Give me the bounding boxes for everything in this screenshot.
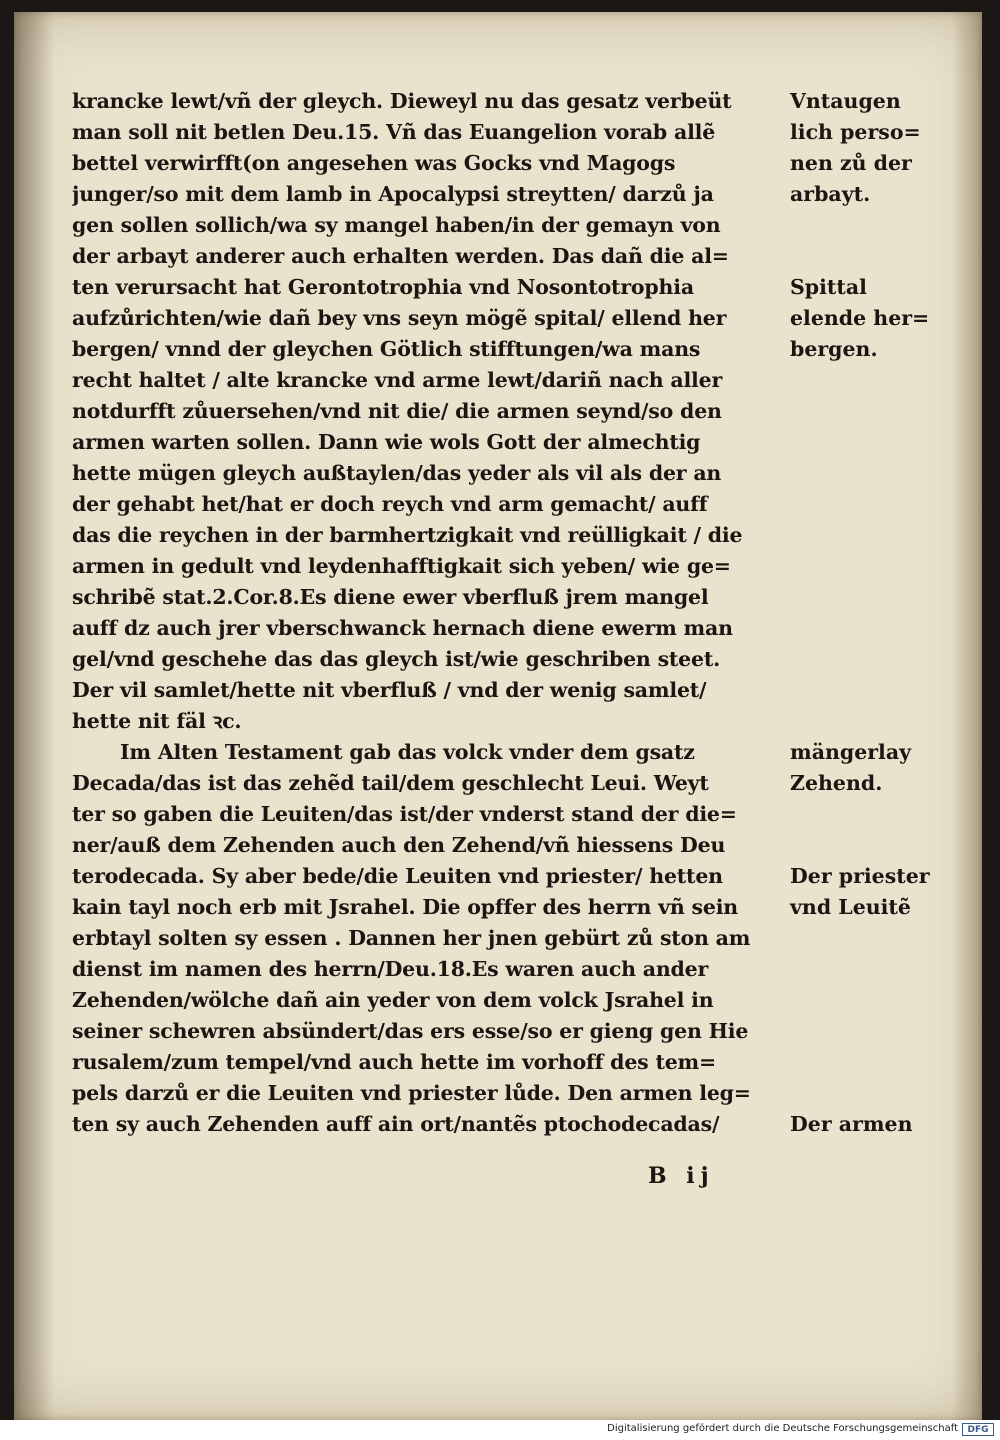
text-line: Im Alten Testament gab das volck vnder dem gsatz	[120, 740, 695, 764]
signature-mark: B ij	[648, 1163, 715, 1189]
funding-credit: Digitalisierung gefördert durch die Deutsche Forschungsgemeinschaft	[607, 1423, 958, 1434]
text-line: aufzůrichten/wie dañ bey vns seyn mögẽ spital/ ellend her	[72, 306, 727, 330]
text-line: der gehabt het/hat er doch reych vnd arm gemacht/ auff	[72, 492, 708, 516]
margin-note: Zehend.	[790, 771, 883, 795]
text-line: ten sy auch Zehenden auff ain ort/nantẽs ptochodecadas/	[72, 1112, 720, 1136]
text-line: gen sollen sollich/wa sy mangel haben/in der gemayn von	[72, 213, 721, 237]
margin-note: Der priester	[790, 864, 930, 888]
text-line: ter so gaben die Leuiten/das ist/der vnderst stand der die=	[72, 802, 737, 826]
margin-note: nen zů der	[790, 151, 912, 175]
text-line: dienst im namen des herrn/Deu.18.Es waren auch ander	[72, 957, 709, 981]
margin-note: Der armen	[790, 1112, 913, 1136]
main-text-block	[72, 86, 772, 1140]
text-line: recht haltet / alte krancke vnd arme lewt/dariñ nach aller	[72, 368, 723, 392]
margin-note: Vntaugen	[790, 89, 901, 113]
margin-note: Spittal	[790, 275, 867, 299]
text-line: erbtayl solten sy essen . Dannen her jnen gebürt zů ston am	[72, 926, 751, 950]
footer-bar	[0, 1420, 1000, 1440]
text-line: armen warten sollen. Dann wie wols Gott der almechtig	[72, 430, 701, 454]
dfg-logo-icon: DFG	[962, 1423, 994, 1436]
text-line: schribẽ stat.2.Cor.8.Es diene ewer vberfluß jrem mangel	[72, 585, 709, 609]
text-line: pels darzů er die Leuiten vnd priester lůde. Den armen leg=	[72, 1081, 751, 1105]
margin-note: mängerlay	[790, 740, 912, 764]
page-edge-shadow	[952, 12, 982, 1420]
text-line: Der vil samlet/hette nit vberfluß / vnd der wenig samlet/	[72, 678, 707, 702]
text-line: der arbayt anderer auch erhalten werden. Das dañ die al=	[72, 244, 729, 268]
text-line: armen in gedult vnd leydenhafftigkait sich yeben/ wie ge=	[72, 554, 731, 578]
margin-note: arbayt.	[790, 182, 871, 206]
text-line: Zehenden/wölche dañ ain yeder von dem volck Jsrahel in	[72, 988, 714, 1012]
text-line: Decada/das ist das zehẽd tail/dem geschlecht Leui. Weyt	[72, 771, 709, 795]
text-line: junger/so mit dem lamb in Apocalypsi streytten/ darzů ja	[72, 182, 714, 206]
text-line: auff dz auch jrer vberschwanck hernach diene ewerm man	[72, 616, 733, 640]
text-line: krancke lewt/vñ der gleych. Dieweyl nu das gesatz verbeüt	[72, 89, 732, 113]
margin-note: lich perso=	[790, 120, 921, 144]
text-line: bergen/ vnnd der gleychen Götlich stifftungen/wa mans	[72, 337, 701, 361]
text-line: terodecada. Sy aber bede/die Leuiten vnd priester/ hetten	[72, 864, 723, 888]
text-line: seiner schewren absündert/das ers esse/so er gieng gen Hie	[72, 1019, 749, 1043]
text-line: notdurfft zůuersehen/vnd nit die/ die armen seynd/so den	[72, 399, 722, 423]
text-line: man soll nit betlen Deu.15. Vñ das Euangelion vorab allẽ	[72, 120, 716, 144]
text-line: bettel verwirfft(on angesehen was Gocks vnd Magogs	[72, 151, 676, 175]
text-line: das die reychen in der barmhertzigkait vnd reülligkait / die	[72, 523, 743, 547]
text-line: hette mügen gleych außtaylen/das yeder als vil als der an	[72, 461, 722, 485]
text-line: ten verursacht hat Gerontotrophia vnd Nosontotrophia	[72, 275, 694, 299]
margin-note: vnd Leuitẽ	[790, 895, 911, 919]
text-line: gel/vnd geschehe das das gleych ist/wie geschriben steet.	[72, 647, 721, 671]
text-line: ner/auß dem Zehenden auch den Zehend/vñ hiessens Deu	[72, 833, 726, 857]
text-line: kain tayl noch erb mit Jsrahel. Die opffer des herrn vñ sein	[72, 895, 738, 919]
text-line: rusalem/zum tempel/vnd auch hette im vorhoff des tem=	[72, 1050, 717, 1074]
text-line: hette nit fäl ꝛc.	[72, 709, 242, 733]
margin-note: elende her=	[790, 306, 930, 330]
gutter-shadow	[14, 12, 54, 1420]
margin-note: bergen.	[790, 337, 878, 361]
